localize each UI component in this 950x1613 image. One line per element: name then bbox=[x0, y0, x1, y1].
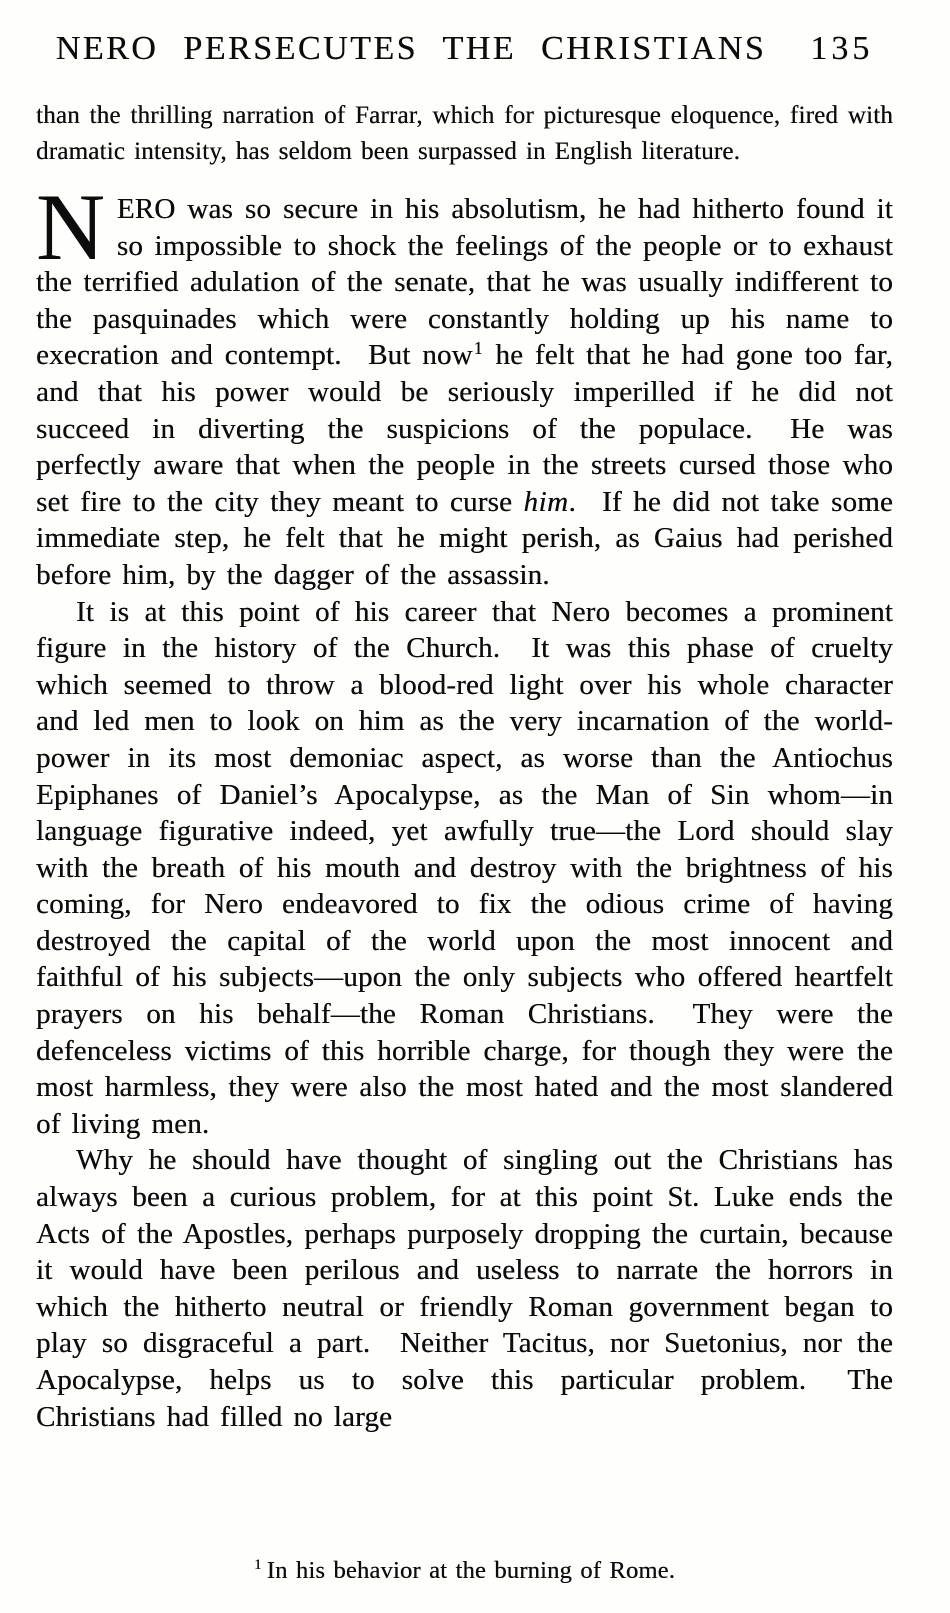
paragraph bbox=[36, 1142, 893, 1435]
footnote-marker: 1 bbox=[253, 1555, 262, 1573]
paragraph-segment: . If he did not take some immediate step, he felt that he might perish, as Gaius had perished before him, by the dagger of the assassin. bbox=[36, 485, 893, 591]
paragraph-segment: he felt that he had gone too far, and that his power would be seriously imperilled if he did not succeed in diverting the suspicions of the populace. He was perfectly aware that when the people in the streets cursed those who set fire to the city they meant to curse bbox=[36, 339, 893, 518]
paragraph-segment: Why he should have thought of singling out the Christians has always been a curious problem, for at this point St. Luke ends the Acts of the Apostles, perhaps purposely dropping the curtain, because it would have been perilous and useless to narrate the horrors in which the hitherto neutral or friendly Roman government began to play so disgraceful a part. Neither Tacitus, nor Suetonius, nor the Apocalypse, helps us to solve this particular problem. The Christians had filled no large bbox=[36, 1144, 893, 1433]
paragraph bbox=[36, 174, 893, 594]
paragraph-segment: It is at this point of his career that Nero becomes a prominent figure in the history of the Church. It was this phase of cruelty which seemed to throw a blood-red light over his whole character and led men to look on him as the very incarnation of the world-power in its most demoniac aspect, as worse than the Antiochus Epiphanes of Daniel’s Apocalypse, as the Man of Sin whom—in language figurative indeed, yet awfully true—the Lord should slay with the breath of his mouth and destroy with the brightness of his coming, for Nero endeavored to fix the odious crime of having destroyed the capital of the world upon the most innocent and faithful of his subjects—upon the only subjects who offered heartfelt prayers on his behalf—the Roman Christians. They were the defenceless victims of this horrible charge, for though they were the most harmless, they were also the most hated and the most slandered of living men. bbox=[36, 595, 893, 1140]
footnote-text: In his behavior at the burning of Rome. bbox=[266, 1557, 676, 1584]
running-head-title: NERO PERSECUTES THE CHRISTIANS bbox=[55, 30, 767, 67]
italic-word: him bbox=[523, 485, 569, 518]
running-head bbox=[36, 30, 893, 68]
footnote bbox=[36, 1557, 893, 1585]
paragraph bbox=[36, 594, 893, 1143]
paragraph-segment: ERO was so secure in his absolutism, he had hitherto found it so impossible to shock the feelings of the people or to exhaust the terrified adulation of the senate, that he was usually indifferent to the pasquinades which were constantly holding up his name to execration and contempt. But now bbox=[36, 193, 893, 372]
intro-note: than the thrilling narration of Farrar, which for picturesque eloquence, fired with dramatic intensity, has seldom been surpassed in English literature. bbox=[36, 102, 893, 165]
page-number: 135 bbox=[810, 30, 874, 67]
body-paragraphs bbox=[36, 174, 893, 1435]
dropcap: N bbox=[36, 174, 105, 280]
footnote-ref: 1 bbox=[473, 337, 483, 358]
